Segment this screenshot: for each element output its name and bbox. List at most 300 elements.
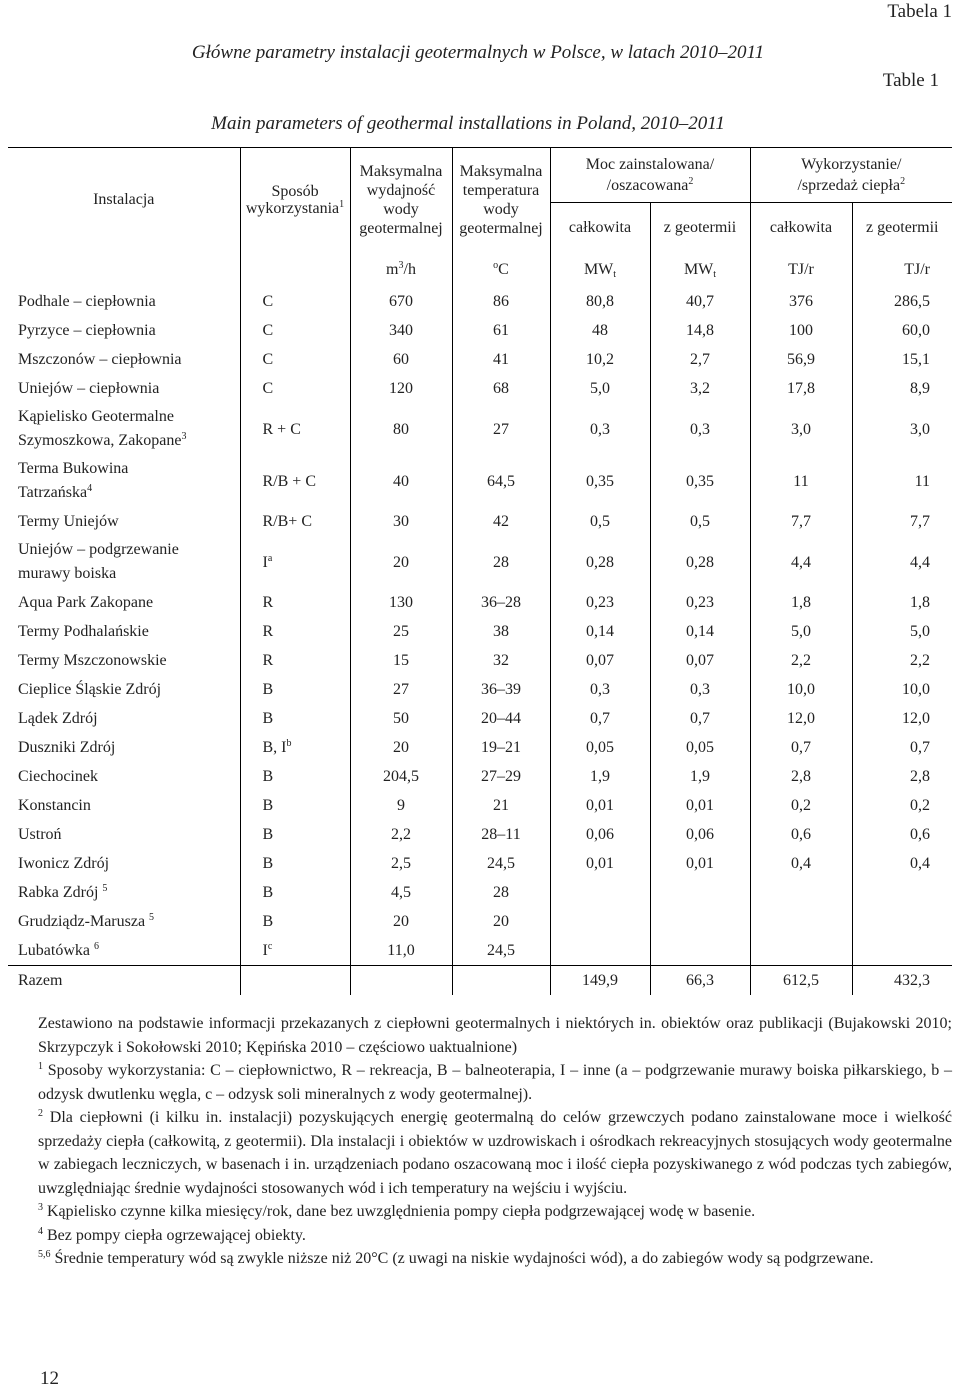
max-flow-value: 27	[393, 681, 409, 698]
heat-use-total-value: 2,8	[791, 768, 811, 785]
note-3	[8, 1200, 952, 1224]
heat-use-total	[750, 646, 852, 675]
usage-type	[240, 878, 350, 907]
heat-use-geothermal-value: 7,7	[910, 513, 931, 530]
max-temperature-value: 41	[493, 351, 509, 368]
power-total-value: 0,7	[590, 710, 610, 727]
heat-use-geothermal	[852, 646, 952, 675]
max-flow-value: 11,0	[387, 942, 415, 959]
heat-use-geothermal	[852, 849, 952, 878]
header-wyk-calkowita	[750, 203, 852, 252]
heat-use-geothermal	[852, 791, 952, 820]
header-wyk-line2	[751, 175, 953, 196]
max-temperature-value: 28	[493, 553, 509, 571]
unit-tj-geo-text: TJ/r	[904, 260, 931, 278]
installation-name	[8, 536, 240, 588]
max-temperature	[452, 345, 550, 374]
max-temperature	[452, 455, 550, 507]
installation-name	[8, 455, 240, 507]
max-temperature-value: 27	[493, 420, 509, 438]
heat-use-geothermal-value: 8,9	[910, 380, 931, 397]
table-row	[8, 907, 952, 936]
max-temperature	[452, 588, 550, 617]
unit-temp-sup: o	[493, 259, 499, 271]
heat-use-total	[750, 345, 852, 374]
table-row	[8, 646, 952, 675]
power-total-value: 0,3	[590, 681, 610, 698]
max-temperature	[452, 762, 550, 791]
power-total-value: 0,01	[586, 855, 614, 872]
max-flow	[350, 374, 452, 403]
table-title-pl	[0, 42, 960, 64]
header-wyk-line1: Wykorzystanie/	[801, 156, 902, 173]
table-label-en: Table 1	[882, 70, 939, 91]
heat-use-geothermal	[852, 536, 952, 588]
max-flow-value: 40	[393, 472, 409, 490]
heat-use-total	[750, 907, 852, 936]
installation-name-text: Aqua Park Zakopane	[18, 594, 154, 611]
usage-type-text: I	[262, 553, 268, 571]
total-row	[8, 966, 952, 996]
installation-name	[8, 675, 240, 704]
unit-mw-geo-sub: t	[713, 268, 717, 280]
max-flow	[350, 588, 452, 617]
max-temperature	[452, 507, 550, 536]
usage-type	[240, 403, 350, 455]
table-row	[8, 849, 952, 878]
power-total-value: 0,05	[586, 739, 614, 756]
heat-use-geothermal-value: 2,8	[910, 768, 931, 785]
installation-name-text: Kąpielisko Geotermalne	[18, 408, 174, 425]
heat-use-geothermal-value: 5,0	[910, 623, 931, 640]
heat-use-geothermal	[852, 588, 952, 617]
power-geothermal	[650, 849, 750, 878]
installation-name-line2	[18, 429, 240, 453]
max-flow	[350, 403, 452, 455]
header-moc-geotermii	[650, 203, 750, 252]
heat-use-total	[750, 791, 852, 820]
max-temperature	[452, 907, 550, 936]
power-geothermal-value: 0,3	[690, 681, 710, 698]
usage-type	[240, 646, 350, 675]
header-row-1	[8, 148, 952, 203]
note-4-marker: 4	[38, 1225, 43, 1237]
heat-use-geothermal-value: 286,5	[894, 293, 931, 310]
power-total	[550, 878, 650, 907]
max-temperature-value: 28–11	[481, 826, 521, 843]
power-total-value: 48	[592, 322, 608, 339]
units-row	[8, 251, 952, 287]
power-geothermal	[650, 733, 750, 762]
max-temperature	[452, 316, 550, 345]
note-4-text: Bez pompy ciepła ogrzewającej obiekty.	[47, 1226, 306, 1244]
power-geothermal	[650, 588, 750, 617]
max-flow-value: 9	[397, 797, 405, 814]
usage-type	[240, 316, 350, 345]
table-body	[8, 287, 952, 966]
installation-name-text: Duszniki Zdrój	[18, 739, 116, 756]
installation-name	[8, 588, 240, 617]
footnote-ref: 6	[93, 941, 99, 952]
total-p-geo	[650, 966, 750, 996]
header-wykorzystanie	[750, 148, 952, 203]
max-temperature-value: 36–28	[481, 594, 521, 611]
power-geothermal	[650, 907, 750, 936]
table-row	[8, 455, 952, 507]
power-geothermal-value: 0,23	[686, 594, 714, 611]
heat-use-total-value: 56,9	[787, 351, 815, 368]
installation-name-text: Uniejów – podgrzewanie	[18, 541, 179, 558]
heat-use-geothermal-value: 11	[914, 472, 931, 490]
max-temperature-value: 42	[493, 513, 509, 530]
header-temp-line4: geotermalnej	[459, 219, 543, 237]
max-flow-value: 20	[393, 553, 409, 571]
max-flow	[350, 849, 452, 878]
max-flow-value: 30	[393, 513, 409, 530]
usage-type	[240, 617, 350, 646]
usage-type-text: R	[262, 623, 274, 640]
table-row	[8, 704, 952, 733]
installation-name	[8, 791, 240, 820]
max-flow	[350, 316, 452, 345]
footnote-ref: 1	[339, 198, 345, 210]
note-4	[8, 1224, 952, 1248]
max-temperature-value: 38	[493, 623, 509, 640]
heat-use-geothermal-value: 1,8	[910, 594, 931, 611]
table-title-en	[0, 113, 960, 135]
installation-name	[8, 936, 240, 966]
power-geothermal	[650, 345, 750, 374]
table-label-pl: Tabela 1	[887, 1, 952, 22]
power-geothermal-value: 0,28	[686, 553, 714, 571]
table-row	[8, 762, 952, 791]
power-total	[550, 733, 650, 762]
power-geothermal	[650, 820, 750, 849]
max-flow-value: 50	[393, 710, 409, 727]
power-total	[550, 455, 650, 507]
heat-use-total	[750, 936, 852, 966]
unit-empty-1	[8, 251, 240, 287]
heat-use-geothermal	[852, 675, 952, 704]
header-moc	[550, 148, 750, 203]
usage-type-text: B	[262, 826, 274, 843]
power-total-value: 0,06	[586, 826, 614, 843]
heat-use-total-value: 2,2	[791, 652, 811, 669]
usage-type	[240, 345, 350, 374]
max-temperature	[452, 849, 550, 878]
usage-type	[240, 849, 350, 878]
total-u-total-value: 612,5	[783, 972, 819, 989]
power-geothermal	[650, 617, 750, 646]
heat-use-total-value: 0,4	[791, 855, 811, 872]
installation-name-line1	[18, 457, 240, 481]
power-geothermal	[650, 936, 750, 966]
installation-name-text: Szymoszkowa, Zakopane	[18, 432, 182, 449]
heat-use-geothermal	[852, 820, 952, 849]
installation-name	[8, 287, 240, 316]
power-total	[550, 316, 650, 345]
installation-name	[8, 878, 240, 907]
max-temperature	[452, 287, 550, 316]
power-total-value: 0,3	[590, 420, 610, 438]
unit-mw-geo	[650, 251, 750, 287]
power-total	[550, 675, 650, 704]
power-total-value: 0,23	[586, 594, 614, 611]
power-geothermal-value: 0,05	[686, 739, 714, 756]
heat-use-total-value: 3,0	[791, 420, 811, 438]
heat-use-geothermal	[852, 287, 952, 316]
max-temperature-value: 19–21	[481, 739, 521, 756]
note-2-marker: 2	[38, 1108, 43, 1119]
max-flow	[350, 791, 452, 820]
heat-use-geothermal-value: 4,4	[910, 553, 931, 571]
power-total-value: 1,9	[590, 768, 610, 785]
heat-use-total	[750, 704, 852, 733]
installation-name	[8, 733, 240, 762]
max-flow-value: 60	[393, 351, 409, 368]
usage-type	[240, 820, 350, 849]
header-moc-text: /oszacowana	[606, 177, 689, 194]
header-instalacja-label: Instalacja	[93, 191, 155, 208]
header-moc-line2	[551, 175, 750, 196]
usage-type	[240, 536, 350, 588]
max-flow-value: 80	[393, 420, 409, 438]
installation-name	[8, 762, 240, 791]
usage-type-text: C	[262, 351, 274, 368]
power-total	[550, 345, 650, 374]
usage-type-text: R	[262, 594, 274, 611]
power-geothermal	[650, 704, 750, 733]
installation-name-text: Pyrzyce – ciepłownia	[18, 322, 156, 339]
usage-type-text: B, I	[262, 739, 287, 756]
total-p-geo-value: 66,3	[686, 972, 714, 989]
power-geothermal	[650, 536, 750, 588]
heat-use-geothermal	[852, 617, 952, 646]
max-flow-value: 4,5	[391, 884, 411, 901]
power-geothermal	[650, 374, 750, 403]
heat-use-geothermal-value: 0,6	[910, 826, 931, 843]
unit-mw-total	[550, 251, 650, 287]
installation-name-text: Termy Podhalańskie	[18, 623, 149, 640]
max-temperature-value: 28	[493, 884, 509, 901]
heat-use-total	[750, 588, 852, 617]
heat-use-total-value: 0,7	[791, 739, 811, 756]
max-temperature	[452, 675, 550, 704]
footnote-ref: a	[267, 552, 273, 564]
header-wyk-geotermii	[852, 203, 952, 252]
power-total	[550, 287, 650, 316]
installation-name-text: Lubatówka	[18, 942, 90, 959]
power-geothermal	[650, 878, 750, 907]
power-total	[550, 849, 650, 878]
max-temperature	[452, 536, 550, 588]
power-geothermal	[650, 762, 750, 791]
installation-name	[8, 820, 240, 849]
max-temperature-value: 61	[493, 322, 509, 339]
table-row	[8, 287, 952, 316]
heat-use-geothermal-value: 10,0	[902, 681, 931, 698]
installation-name-line1	[18, 405, 240, 429]
heat-use-geothermal	[852, 704, 952, 733]
heat-use-total-value: 0,2	[791, 797, 811, 814]
power-total-value: 0,14	[586, 623, 614, 640]
max-flow	[350, 536, 452, 588]
table-row	[8, 403, 952, 455]
power-total	[550, 403, 650, 455]
max-flow	[350, 287, 452, 316]
max-temperature-value: 36–39	[481, 681, 521, 698]
max-temperature	[452, 820, 550, 849]
heat-use-geothermal	[852, 345, 952, 374]
power-total	[550, 536, 650, 588]
max-flow-value: 670	[389, 293, 413, 310]
header-wydajnosc	[350, 148, 452, 252]
max-flow	[350, 675, 452, 704]
footnote-ref: 2	[688, 176, 694, 187]
usage-type	[240, 374, 350, 403]
heat-use-total	[750, 455, 852, 507]
installation-name-text: Cieplice Śląskie Zdrój	[18, 681, 162, 698]
power-total	[550, 820, 650, 849]
max-temperature-value: 32	[493, 652, 509, 669]
total-u-geo	[852, 966, 952, 996]
unit-empty-2	[240, 251, 350, 287]
max-temperature	[452, 403, 550, 455]
footnote-ref: 2	[900, 176, 906, 187]
usage-type	[240, 507, 350, 536]
usage-type	[240, 791, 350, 820]
max-temperature-value: 86	[493, 293, 509, 310]
max-temperature-value: 27–29	[481, 768, 521, 785]
max-flow	[350, 820, 452, 849]
installation-name-line1	[18, 538, 240, 562]
heat-use-total	[750, 374, 852, 403]
max-flow	[350, 762, 452, 791]
total-u-geo-value: 432,3	[894, 972, 931, 989]
power-geothermal-value: 14,8	[686, 322, 714, 339]
max-flow	[350, 617, 452, 646]
installation-name-line2	[18, 562, 240, 586]
installation-name	[8, 507, 240, 536]
note-1	[8, 1059, 952, 1106]
power-total-value: 0,35	[586, 472, 614, 490]
power-total	[550, 646, 650, 675]
power-geothermal-value: 0,07	[686, 652, 714, 669]
max-temperature	[452, 646, 550, 675]
table-row	[8, 936, 952, 966]
power-geothermal-value: 0,01	[686, 797, 714, 814]
header-moc-calkowita-label: całkowita	[568, 218, 632, 236]
total-empty-1	[240, 966, 350, 996]
usage-type	[240, 907, 350, 936]
max-temperature-value: 24,5	[487, 855, 515, 872]
max-temperature-value: 21	[493, 797, 509, 814]
header-wyk-text: /sprzedaż ciepła	[797, 177, 901, 194]
heat-use-total-value: 0,6	[791, 826, 811, 843]
header-temp-line3: wody	[483, 200, 519, 218]
power-geothermal-value: 0,5	[690, 513, 710, 530]
max-flow-value: 20	[393, 913, 409, 930]
title-pl-text: Główne parametry instalacji geotermalnych w Polsce, w latach 2010–2011	[191, 42, 765, 63]
installation-name-text: murawy boiska	[18, 565, 117, 582]
installation-name-text: Termy Mszczonowskie	[18, 652, 167, 669]
heat-use-total-value: 7,7	[791, 513, 811, 530]
max-temperature-value: 64,5	[487, 472, 515, 490]
heat-use-total	[750, 403, 852, 455]
installation-name-text: Konstancin	[18, 797, 91, 814]
footnote-ref: 4	[87, 483, 93, 494]
header-sposob-line2	[241, 200, 350, 217]
unit-mw-geo-text: MW	[683, 260, 714, 278]
table-row	[8, 588, 952, 617]
note-1-marker: 1	[38, 1061, 43, 1072]
max-temperature-value: 20–44	[481, 710, 521, 727]
total-p-total	[550, 966, 650, 996]
heat-use-geothermal-value: 0,2	[910, 797, 931, 814]
power-total-value: 0,5	[590, 513, 610, 530]
usage-type-text: R/B + C	[262, 472, 316, 490]
heat-use-geothermal	[852, 374, 952, 403]
heat-use-total	[750, 507, 852, 536]
power-geothermal-value: 3,2	[690, 380, 710, 397]
power-geothermal-value: 0,3	[690, 420, 710, 438]
installation-name	[8, 374, 240, 403]
power-geothermal	[650, 675, 750, 704]
footnote-ref: b	[286, 738, 292, 749]
max-temperature	[452, 878, 550, 907]
max-temperature	[452, 936, 550, 966]
max-flow-value: 130	[389, 594, 413, 611]
page-number: 12	[40, 1368, 59, 1389]
heat-use-total-value: 5,0	[791, 623, 811, 640]
total-u-total	[750, 966, 852, 996]
heat-use-total	[750, 733, 852, 762]
max-temperature	[452, 374, 550, 403]
title-en-text: Main parameters of geothermal installations in Poland, 2010–2011	[211, 113, 725, 134]
installation-name-text: Ciechocinek	[18, 768, 98, 785]
installation-name-text: Grudziądz-Marusza	[18, 913, 146, 930]
total-p-total-value: 149,9	[582, 972, 618, 989]
installation-name	[8, 907, 240, 936]
installation-name	[8, 345, 240, 374]
header-temp-line1: Maksymalna	[459, 162, 543, 180]
heat-use-geothermal	[852, 733, 952, 762]
max-flow	[350, 704, 452, 733]
installation-name	[8, 617, 240, 646]
power-total-value: 10,2	[586, 351, 614, 368]
installation-name-line2	[18, 481, 240, 505]
heat-use-total	[750, 536, 852, 588]
footnote-ref: c	[267, 941, 273, 952]
usage-type-text: B	[262, 768, 274, 785]
usage-type-text: I	[262, 942, 268, 959]
power-geothermal-value: 2,7	[690, 351, 710, 368]
header-sposob	[240, 148, 350, 252]
max-flow	[350, 507, 452, 536]
heat-use-geothermal	[852, 907, 952, 936]
max-flow	[350, 936, 452, 966]
max-temperature	[452, 704, 550, 733]
installation-name-text: Tatrzańska	[18, 484, 88, 501]
power-geothermal	[650, 287, 750, 316]
usage-type	[240, 733, 350, 762]
total-name	[8, 966, 240, 996]
usage-type-text: B	[262, 913, 274, 930]
power-total	[550, 936, 650, 966]
max-flow-value: 15	[393, 652, 409, 669]
heat-use-total	[750, 849, 852, 878]
usage-type	[240, 762, 350, 791]
